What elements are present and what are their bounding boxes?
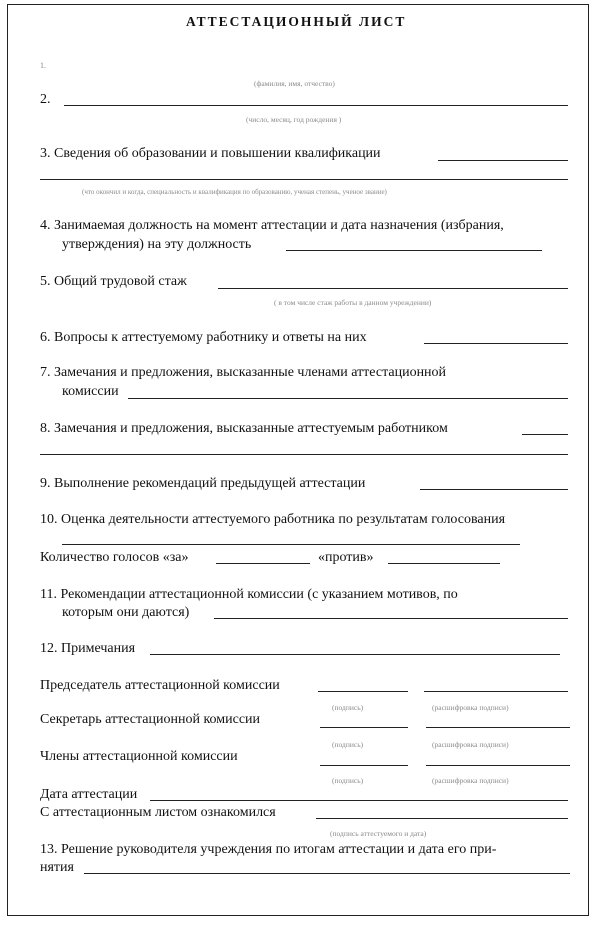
item-4-label-line2: утверждения) на эту должность [62, 237, 252, 252]
birthdate-line[interactable] [64, 105, 568, 106]
item-13-label-line2: нятия [40, 860, 74, 875]
experience-line[interactable] [218, 288, 568, 289]
members-signature-hint: (подпись) [332, 776, 364, 785]
attestation-date-label: Дата аттестации [40, 787, 138, 802]
item-11-label-line2: которым они даются) [62, 605, 190, 620]
secretary-decode-hint: (расшифровка подписи) [432, 740, 509, 749]
item-10-label: 10. Оценка деятельности аттестуемого работника по результатам голосования [40, 512, 506, 527]
votes-for-label: Количество голосов «за» [40, 550, 189, 565]
item-5-hint: ( в том числе стаж работы в данном учреждении) [274, 298, 432, 307]
item-7-label-line1: 7. Замечания и предложения, высказанные членами аттестационной [40, 365, 447, 380]
decision-line[interactable] [84, 873, 570, 874]
employee-remarks-line-1[interactable] [522, 434, 568, 435]
chairman-decode-hint: (расшифровка подписи) [432, 703, 509, 712]
acquainted-hint: (подпись аттестуемого и дата) [330, 829, 427, 838]
members-decode-hint: (расшифровка подписи) [432, 776, 509, 785]
item-13-label-line1: 13. Решение руководителя учреждения по итогам аттестации и дата его при- [40, 842, 497, 857]
secretary-signature-line[interactable] [320, 727, 408, 728]
commission-remarks-line[interactable] [128, 398, 568, 399]
item-6-label: 6. Вопросы к аттестуемому работнику и ответы на них [40, 330, 367, 345]
votes-against-line[interactable] [388, 563, 500, 564]
employee-remarks-line-2[interactable] [40, 454, 568, 455]
votes-against-label: «против» [318, 550, 374, 565]
chairman-signature-line[interactable] [318, 691, 408, 692]
item-3-label: 3. Сведения об образовании и повышении квалификации [40, 146, 381, 161]
acquainted-line[interactable] [316, 818, 568, 819]
item-2-hint: (число, месяц, год рождения ) [246, 115, 342, 124]
chairman-label: Председатель аттестационной комиссии [40, 678, 280, 693]
item-12-label: 12. Примечания [40, 641, 136, 656]
item-11-label-line1: 11. Рекомендации аттестационной комиссии (с указанием мотивов, по [40, 587, 458, 602]
recommendations-line[interactable] [420, 489, 568, 490]
members-name-line[interactable] [426, 765, 570, 766]
item-9-label: 9. Выполнение рекомендаций предыдущей аттестации [40, 476, 366, 491]
education-line-1[interactable] [438, 160, 568, 161]
item-3-hint: (что окончил и когда, специальность и квалификация по образованию, ученая степень, ученое звание) [82, 188, 387, 196]
item-8-label: 8. Замечания и предложения, высказанные аттестуемым работником [40, 421, 448, 436]
item-7-label-line2: комиссии [62, 384, 119, 399]
item-4-label-line1: 4. Занимаемая должность на момент аттестации и дата назначения (избрания, [40, 218, 504, 233]
item-1-number: 1. [40, 61, 46, 70]
acquainted-label: С аттестационным листом ознакомился [40, 805, 276, 820]
notes-line[interactable] [150, 654, 560, 655]
secretary-signature-hint: (подпись) [332, 740, 364, 749]
attestation-date-line[interactable] [150, 800, 568, 801]
item-2-number: 2. [40, 92, 51, 107]
chairman-signature-hint: (подпись) [332, 703, 364, 712]
secretary-label: Секретарь аттестационной комиссии [40, 712, 261, 727]
questions-line[interactable] [424, 343, 568, 344]
education-line-2[interactable] [40, 179, 568, 180]
chairman-name-line[interactable] [424, 691, 568, 692]
form-title: АТТЕСТАЦИОННЫЙ ЛИСТ [186, 14, 407, 29]
secretary-name-line[interactable] [426, 727, 570, 728]
evaluation-line[interactable] [62, 544, 520, 545]
item-5-label: 5. Общий трудовой стаж [40, 274, 187, 289]
members-signature-line[interactable] [320, 765, 408, 766]
votes-for-line[interactable] [216, 563, 310, 564]
position-line[interactable] [286, 250, 542, 251]
commission-recommendations-line[interactable] [214, 618, 568, 619]
members-label: Члены аттестационной комиссии [40, 749, 238, 764]
item-1-hint: (фамилия, имя, отчество) [254, 79, 335, 88]
